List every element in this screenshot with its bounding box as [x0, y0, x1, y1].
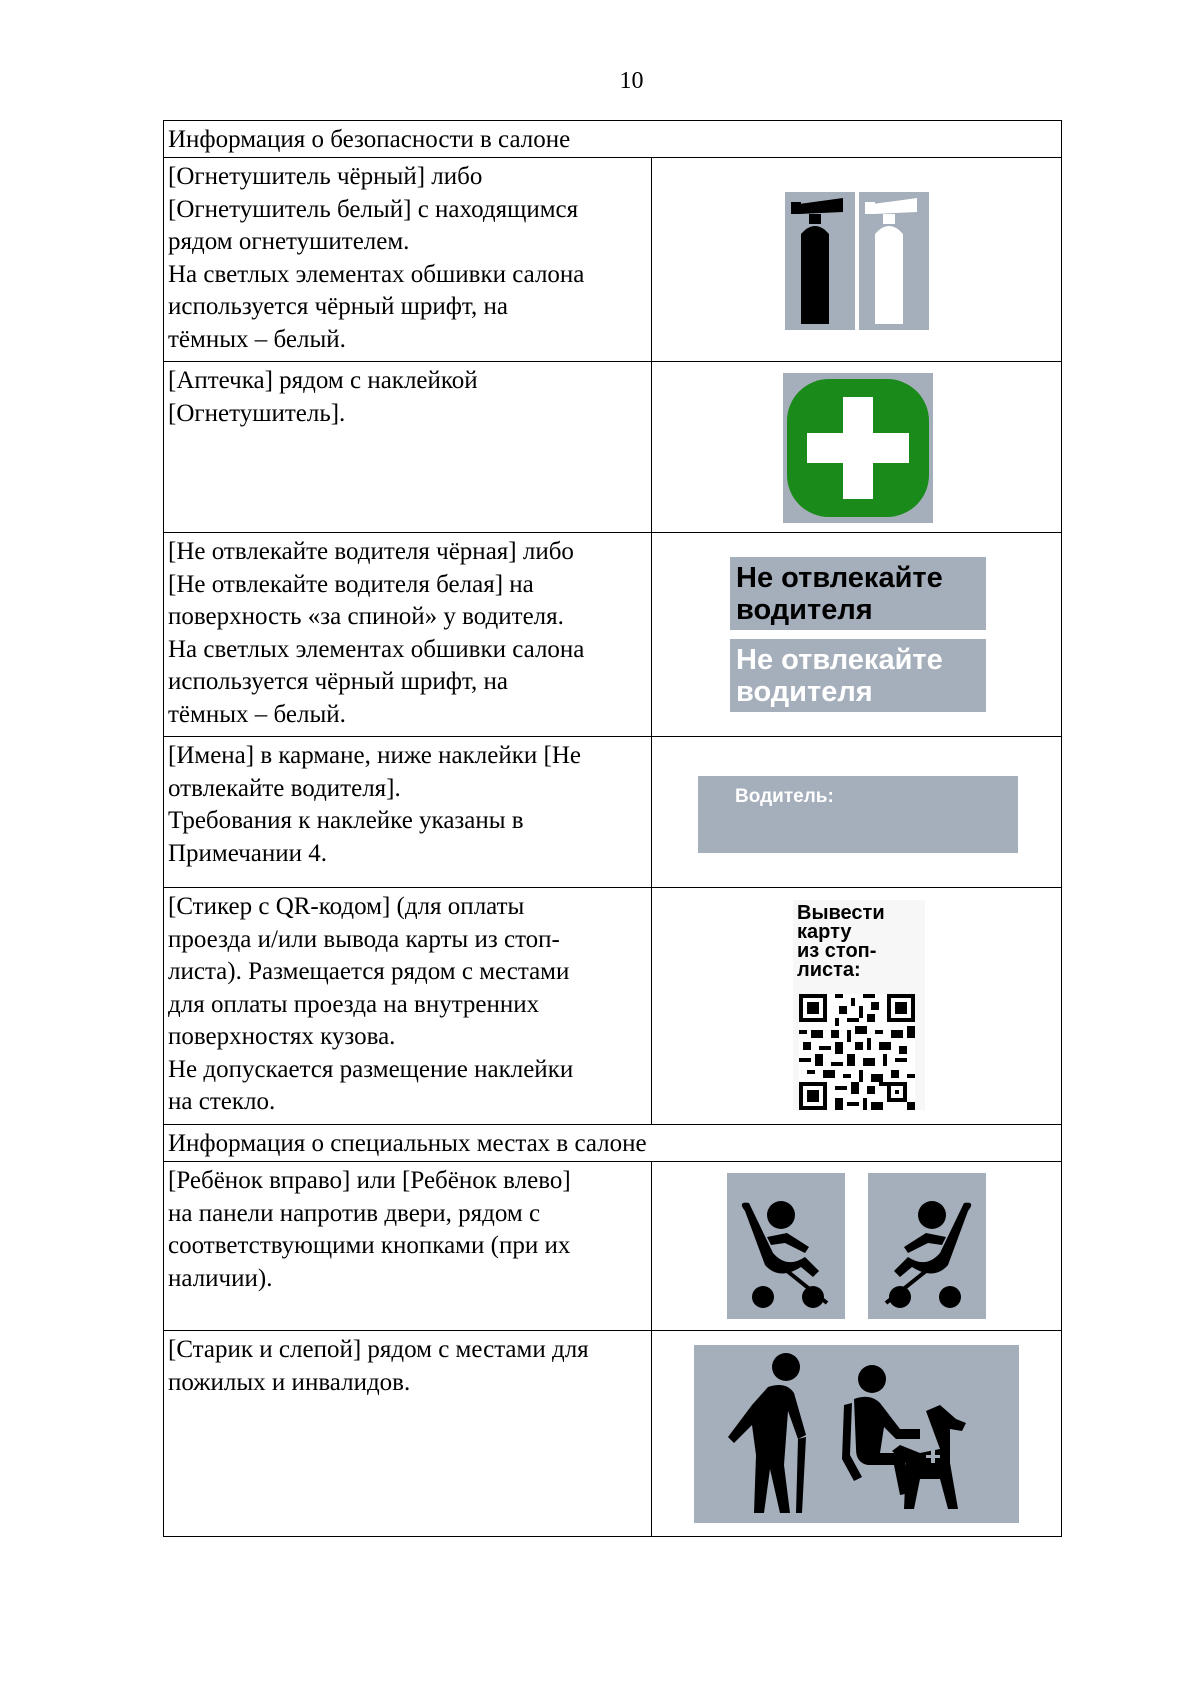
row-first-aid-text: [Аптечка] рядом с наклейкой [Огнетушитель].	[164, 362, 652, 533]
row-first-aid-image	[652, 362, 1062, 533]
driver-name-sticker	[698, 776, 1018, 853]
qr-code-icon	[799, 994, 915, 1110]
table-row	[164, 1331, 1062, 1537]
first-aid-icon	[783, 373, 933, 523]
section-header-row	[164, 121, 1062, 158]
table-row	[164, 1162, 1062, 1331]
table-row	[164, 533, 1062, 737]
section-special: Информация о специальных местах в салоне	[164, 1125, 1062, 1162]
signage-table	[163, 120, 1062, 1537]
row-names-text: [Имена] в кармане, ниже наклейки [Не отвлекайте водителя]. Требования к наклейке указаны в Примечании 4.	[164, 737, 652, 888]
table-row	[164, 737, 1062, 888]
qr-sticker-title: Вывести карту из стоп- листа:	[797, 902, 885, 981]
table-row	[164, 888, 1062, 1125]
elderly-and-blind-icon	[694, 1345, 1019, 1523]
no-distract-sticker-white: Не отвлекайте водителя	[730, 639, 986, 712]
row-child-text: [Ребёнок вправо] или [Ребёнок влево] на панели напротив двери, рядом с соответствующими кнопками (при их наличии).	[164, 1162, 652, 1331]
row-child-image	[652, 1162, 1062, 1331]
qr-sticker	[793, 900, 925, 1110]
table-row	[164, 158, 1062, 362]
row-extinguisher-text: [Огнетушитель чёрный] либо [Огнетушитель белый] с находящимся рядом огнетушителем. На светлых элементах обшивки салона используется чёрный шрифт, на тёмных – белый.	[164, 158, 652, 362]
table-row	[164, 362, 1062, 533]
no-distract-sticker-black: Не отвлекайте водителя	[730, 557, 986, 630]
row-names-image	[652, 737, 1062, 888]
stroller-right-icon	[727, 1173, 845, 1319]
row-extinguisher-image	[652, 158, 1062, 362]
driver-label: Водитель:	[735, 786, 834, 807]
row-qr-text: [Стикер с QR-кодом] (для оплаты проезда и/или вывода карты из стоп- листа). Размещается рядом с местами для оплаты проезда на внутренних поверхностях кузова. Не допускается размещение наклейки на стекло.	[164, 888, 652, 1125]
row-elderly-image	[652, 1331, 1062, 1537]
row-elderly-text: [Старик и слепой] рядом с местами для пожилых и инвалидов.	[164, 1331, 652, 1537]
fire-extinguisher-icon	[785, 192, 929, 330]
row-no-distract-image	[652, 533, 1062, 737]
section-header-row	[164, 1125, 1062, 1162]
row-qr-image	[652, 888, 1062, 1125]
stroller-left-icon	[868, 1173, 986, 1319]
row-no-distract-text: [Не отвлекайте водителя чёрная] либо [Не отвлекайте водителя белая] на поверхность «за спиной» у водителя. На светлых элементах обшивки салона используется чёрный шрифт, на тёмных – белый.	[164, 533, 652, 737]
page-number: 10	[619, 68, 644, 94]
section-safety: Информация о безопасности в салоне	[164, 121, 1062, 158]
